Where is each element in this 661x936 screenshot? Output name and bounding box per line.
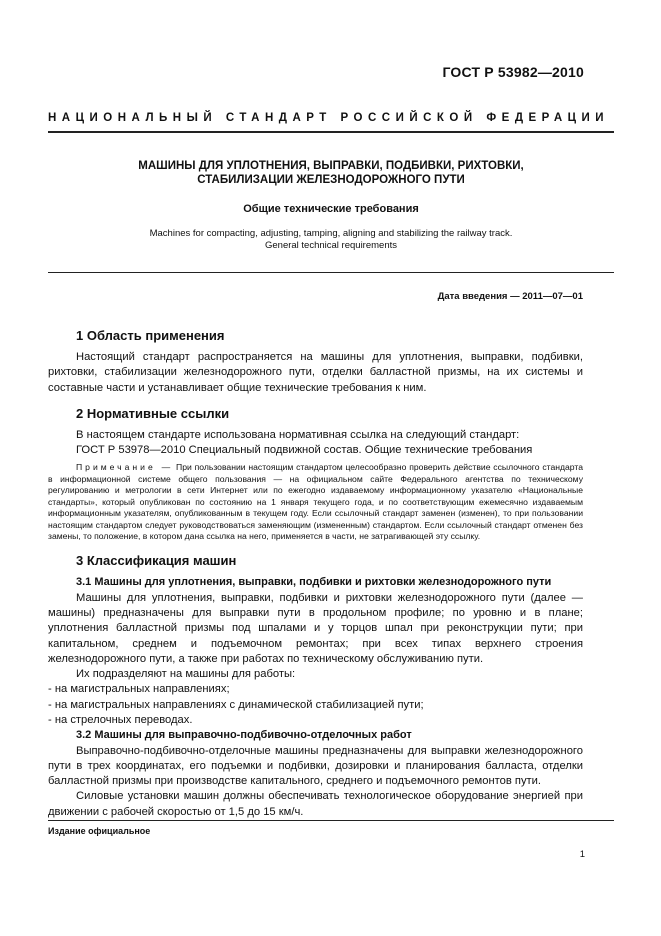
page-number: 1: [579, 849, 585, 860]
subsection-3-2-text-2: Силовые установки машин должны обеспечивать технологическое оборудование энергией при движении с рабочей скоростью от 1,5 до 15 км/ч.: [48, 790, 583, 818]
section-1-heading: 1 Область применения: [76, 328, 225, 343]
list-item: - на стрелочных переводах.: [48, 714, 193, 726]
title-divider: [48, 272, 614, 273]
document-subtitle: Общие технические требования: [243, 203, 419, 215]
document-body: [48, 328, 584, 820]
section-2-text: В настоящем стандарте использована нормативная ссылка на следующий стандарт:: [76, 428, 520, 441]
section-3-heading: 3 Классификация машин: [76, 553, 237, 569]
official-edition-label: Издание официальное: [48, 826, 151, 836]
footer-divider: [48, 820, 614, 821]
list-item: - на магистральных направлениях;: [48, 683, 230, 696]
list-item: - на магистральных направлениях с динамической стабилизацией пути;: [48, 698, 424, 711]
national-standard-title: НАЦИОНАЛЬНЫЙ СТАНДАРТ РОССИЙСКОЙ ФЕДЕРАЦИИ: [48, 112, 610, 124]
introduction-date: Дата введения — 2011—07—01: [437, 291, 583, 302]
subsection-3-2-heading: 3.2 Машины для выправочно-подбивочно-отделочных работ: [76, 729, 412, 742]
english-title-line-2: General technical requirements: [264, 240, 397, 251]
document-title-line-2: СТАБИЛИЗАЦИИ ЖЕЛЕЗНОДОРОЖНОГО ПУТИ: [197, 174, 465, 186]
note: [48, 462, 583, 542]
english-title: [48, 228, 614, 252]
top-divider: [48, 131, 614, 133]
section-2-heading: 2 Нормативные ссылки: [76, 405, 230, 421]
gost-number: ГОСТ Р 53982—2010: [442, 64, 584, 80]
document-title: [48, 159, 614, 187]
subsection-3-1-text: Машины для уплотнения, выправки, подбивки и рихтовки железнодорожного пути (далее — машины) предназначены для выправки пути в продольном профиле; по уровню и в плане; уплотнения балластной призмы под шпалами и у торцов шпал при реконструкции пути; при капитальном, среднем и подъемочном ремонтах; при всех типах верхнего строения железнодорожного пути, а также при работах по техническому обслуживанию пути.: [48, 591, 583, 665]
note-prefix: Примечание —: [76, 462, 174, 473]
section-1-text: Настоящий стандарт распространяется на машины для уплотнения, выправки, подбивки, рихтовки, стабилизации железнодорожного пути, отделки балластной призмы, на их системы и составные части и устанавливает общие технические требования к ним.: [48, 351, 583, 394]
note-text: При пользовании настоящим стандартом целесообразно проверить действие ссылочного стандарта в информационной системе общего пользования — на официальном сайте Федерального агентства по техническому регулированию и метрологии в сети Интернет или по ежегодно издаваемому информационному указателю «Национальные стандарты», который опубликован по состоянию на 1 января текущего года, и по соответствующим ежемесячно издаваемым информационным указателям, опубликованным в текущем году. Если ссылочный стандарт заменен (изменен), то при пользовании настоящим стандартом следует руководствоваться заменяющим (измененным) стандартом. Если ссылочный стандарт отменен без замены, то положение, в котором дана ссылка на него, применяется в части, не затрагивающей эту ссылку.: [48, 462, 584, 541]
subsection-3-1-subdivide: Их подразделяют на машины для работы:: [76, 668, 296, 681]
english-title-line-1: Machines for compacting, adjusting, tamping, aligning and stabilizing the railway track.: [149, 228, 513, 239]
normative-reference: ГОСТ Р 53978—2010 Специальный подвижной состав. Общие технические требования: [76, 444, 533, 457]
subsection-3-1-heading: 3.1 Машины для уплотнения, выправки, подбивки и рихтовки железнодорожного пути: [76, 576, 552, 589]
document-title-line-1: МАШИНЫ ДЛЯ УПЛОТНЕНИЯ, ВЫПРАВКИ, ПОДБИВКИ, РИХТОВКИ,: [138, 160, 524, 172]
subsection-3-2-text-1: Выправочно-подбивочно-отделочные машины предназначены для выправки железнодорожного пути в трех координатах, его подъемки и подбивки, дозировки и планирования балласта, отделки балластной призмы при производстве капитального, среднего и подъемочного ремонтов пути.: [48, 744, 583, 788]
